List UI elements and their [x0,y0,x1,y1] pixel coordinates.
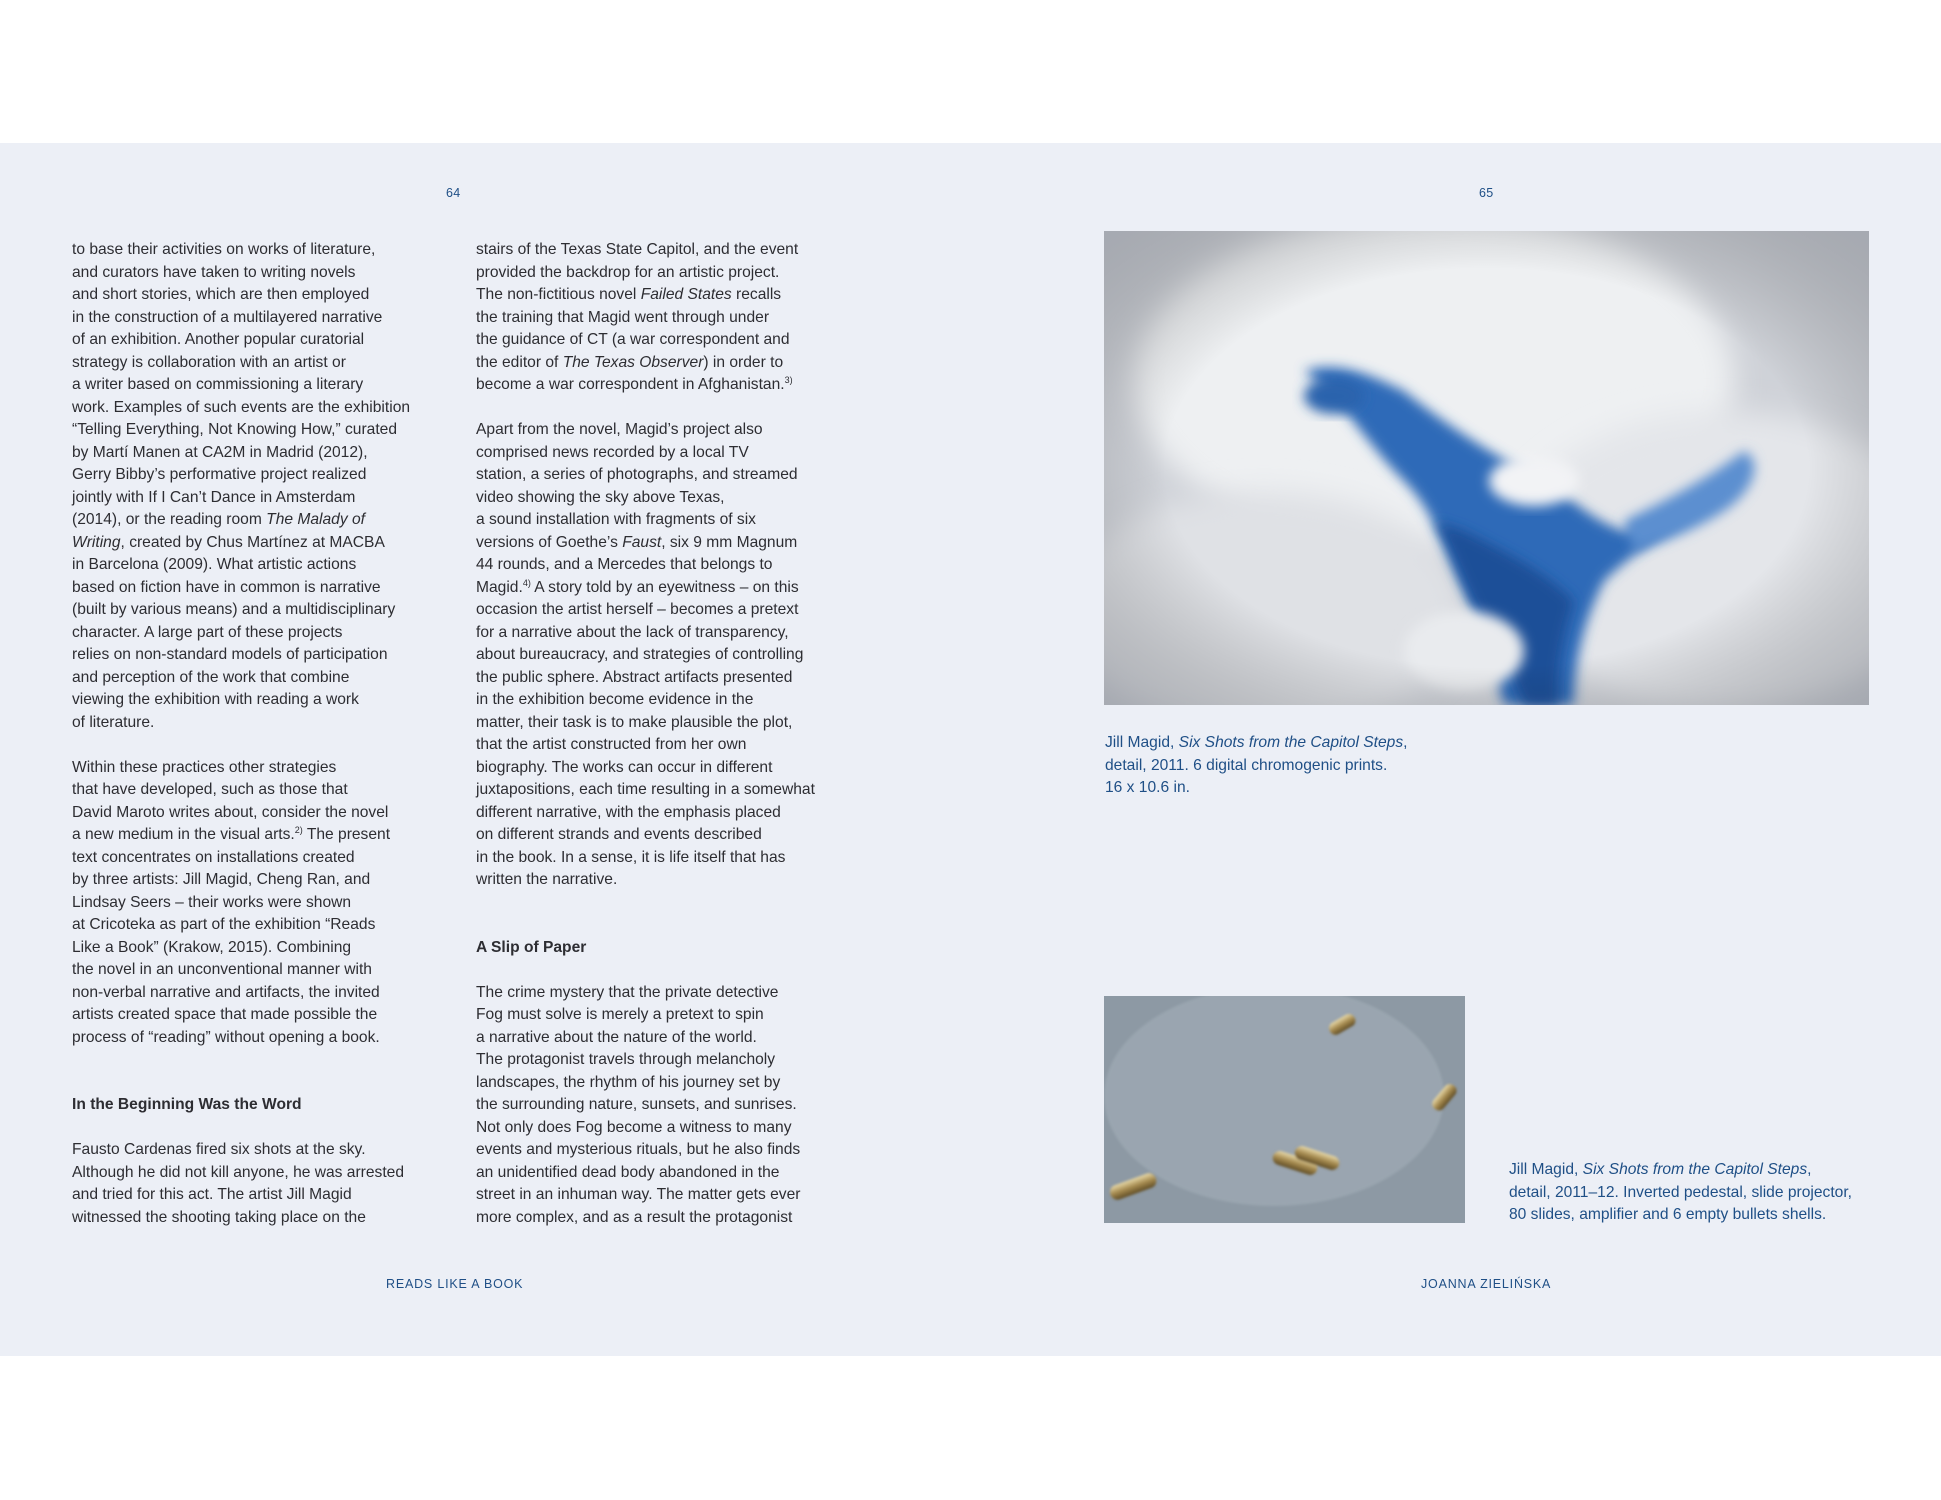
caption-line: 80 slides, amplifier and 6 empty bullets shells. [1509,1206,1827,1223]
text-line: Not only does Fog become a witness to many [476,1118,792,1136]
paragraph-3 [72,1139,447,1229]
caption-line: detail, 2011. 6 digital chromogenic prints. [1105,756,1388,774]
text-line: “Telling Everything, Not Knowing How,” curated [72,421,398,438]
text-line: an unidentified dead body abandoned in the [476,1163,780,1181]
text-line: and tried for this act. The artist Jill Magid [72,1186,352,1203]
paragraph-2 [476,419,856,892]
paragraph-2 [72,757,447,1050]
text-line: that have developed, such as those that [72,781,348,798]
text-line: the editor of The Texas Observer) in order to [476,353,784,371]
text-line: to base their activities on works of literature, [72,241,376,258]
paragraph-3 [476,982,856,1230]
text-line: the novel in an unconventional manner with [72,961,372,978]
text-line: Fog must solve is merely a pretext to spin [476,1006,764,1023]
text-line: more complex, and as a result the protagonist [476,1208,793,1226]
text-line: written the narrative. [476,871,618,888]
text-line: for a narrative about the lack of transparency, [476,623,789,641]
text-line: character. A large part of these projects [72,623,343,641]
sky-clouds-image [1104,231,1869,705]
text-line: Fausto Cardenas fired six shots at the sky. [72,1141,366,1158]
text-line: stairs of the Texas State Capitol, and the event [476,241,799,258]
text-line: The protagonist travels through melancholy [476,1051,776,1068]
text-line: in the book. In a sense, it is life itself that has [476,848,786,866]
text-line: at Cricoteka as part of the exhibition “Reads [72,916,376,933]
text-line: station, a series of photographs, and streamed [476,466,798,483]
section-heading: A Slip of Paper [476,938,587,956]
text-line: Writing, created by Chus Martínez at MACBA [72,533,385,551]
text-line: Like a Book” (Krakow, 2015). Combining [72,938,352,956]
text-line: biography. The works can occur in different [476,758,773,776]
text-line: strategy is collaboration with an artist or [72,353,346,371]
text-line: (built by various means) and a multidisciplinary [72,601,396,618]
text-line: a narrative about the nature of the world. [476,1028,757,1046]
left-column-1 [72,239,447,1252]
text-line: in Barcelona (2009). What artistic actions [72,556,357,573]
bullet-shells-photo [1104,996,1465,1223]
text-line: and short stories, which are then employed [72,286,370,303]
text-line: Magid.$^{4)}$ A story told by an eyewitness – on this [476,577,799,596]
text-line: and curators have taken to writing novels [72,263,356,281]
text-line: a new medium in the visual arts.$^{2)}$ The present [72,825,391,843]
text-line: street in an inhuman way. The matter gets ever [476,1186,801,1203]
caption-line: detail, 2011–12. Inverted pedestal, slide projector, [1509,1183,1853,1201]
text-line: Gerry Bibby’s performative project realized [72,466,367,483]
text-line: artists created space that made possible the [72,1006,378,1023]
text-line: by three artists: Jill Magid, Cheng Ran, and [72,871,371,888]
text-line: of literature. [72,713,155,731]
text-line: become a war correspondent in Afghanistan.$^{3)}$ [476,375,793,393]
text-line: on different strands and events described [476,826,762,843]
text-line: that the artist constructed from her own [476,736,747,753]
left-page-number: 64 [446,186,461,200]
text-line: non-verbal narrative and artifacts, the invited [72,983,380,1001]
text-line: 44 rounds, and a Mercedes that belongs to [476,556,773,573]
text-line: Apart from the novel, Magid’s project also [476,421,763,438]
text-line: the surrounding nature, sunsets, and sunrises. [476,1096,797,1113]
text-line: the public sphere. Abstract artifacts presented [476,668,793,686]
text-line: the training that Magid went through under [476,308,770,326]
text-line: David Maroto writes about, consider the novel [72,803,389,821]
text-line: text concentrates on installations created [72,848,355,866]
text-line: The non-fictitious novel Failed States recalls [476,286,782,303]
text-line: relies on non-standard models of participation [72,646,388,663]
text-line: matter, their task is to make plausible the plot, [476,713,793,731]
text-line: the guidance of CT (a war correspondent and [476,331,790,348]
text-line: Within these practices other strategies [72,758,337,776]
paragraph-1 [476,239,856,397]
text-line: about bureaucracy, and strategies of controlling [476,646,804,663]
sky-clouds-photo [1104,231,1869,705]
text-line: based on fiction have in common is narrative [72,578,381,596]
caption-line: Jill Magid, Six Shots from the Capitol Steps, [1509,1161,1812,1178]
text-line: in the exhibition become evidence in the [476,691,754,708]
right-page-number: 65 [1479,186,1494,200]
left-column-2 [476,239,856,1252]
text-line: jointly with If I Can’t Dance in Amsterdam [72,488,356,506]
bullet-shells-image [1104,996,1465,1223]
text-line: video showing the sky above Texas, [476,488,725,506]
right-page-footer: JOANNA ZIELIŃSKA [1421,1277,1552,1291]
text-line: occasion the artist herself – becomes a pretext [476,601,799,618]
text-line: (2014), or the reading room The Malady of [72,511,365,528]
text-line: and perception of the work that combine [72,668,350,686]
text-line: The crime mystery that the private detective [476,983,779,1001]
text-line: different narrative, with the emphasis placed [476,803,781,821]
text-line: a sound installation with fragments of six [476,511,756,528]
text-line: by Martí Manen at CA2M in Madrid (2012), [72,443,368,461]
photo-caption-1 [1105,732,1408,800]
text-line: work. Examples of such events are the exhibition [72,398,411,416]
text-line: viewing the exhibition with reading a work [72,691,359,708]
text-line: process of “reading” without opening a book. [72,1028,380,1046]
text-line: a writer based on commissioning a literary [72,376,364,393]
text-line: landscapes, the rhythm of his journey set by [476,1073,781,1091]
text-line: Although he did not kill anyone, he was arrested [72,1163,405,1181]
text-line: events and mysterious rituals, but he also finds [476,1141,801,1158]
left-page-footer: READS LIKE A BOOK [386,1277,524,1291]
photo-caption-2 [1509,1159,1852,1227]
text-line: witnessed the shooting taking place on the [72,1208,366,1226]
caption-line: 16 x 10.6 in. [1105,779,1190,796]
text-line: comprised news recorded by a local TV [476,443,749,461]
text-line: of an exhibition. Another popular curatorial [72,331,365,348]
text-line: provided the backdrop for an artistic project. [476,263,780,281]
text-line: in the construction of a multilayered narrative [72,308,383,326]
text-line: Lindsay Seers – their works were shown [72,893,352,911]
section-heading: In the Beginning Was the Word [72,1096,302,1113]
caption-line: Jill Magid, Six Shots from the Capitol Steps, [1105,734,1408,751]
text-line: versions of Goethe’s Faust, six 9 mm Magnum [476,533,798,551]
paragraph-1 [72,239,447,734]
text-line: juxtapositions, each time resulting in a somewhat [476,781,815,798]
